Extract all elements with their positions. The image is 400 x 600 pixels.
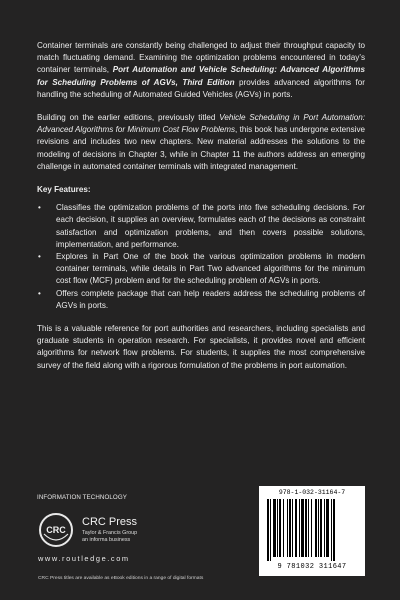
bullet-icon: •: [38, 288, 41, 298]
barcode-bar: [299, 499, 300, 557]
subject-category: INFORMATION TECHNOLOGY: [37, 494, 127, 501]
barcode-bar: [308, 499, 309, 557]
list-item: [37, 288, 365, 312]
press-group: Taylor & Francis Group: [82, 530, 138, 536]
barcode-bar: [305, 499, 307, 557]
back-cover-description: [37, 40, 365, 383]
logo-text: CRC: [46, 525, 66, 535]
book-title: Port Automation and Vehicle Scheduling: Advanced Algorithms for Scheduling Problems of AGVs, Third Edition: [37, 65, 365, 87]
ebook-footnote: CRC Press titles are available as eBook editions in a range of digital formats: [38, 576, 204, 581]
list-item: [37, 251, 365, 288]
feature-text: Classifies the optimization problems of the ports into five scheduling decisions. For each decision, it supplies an overview, formulates each of the decisions as constraint satisfaction and optimization problems, and then covers possible solutions, implementation, and performance.: [56, 203, 365, 249]
barcode-bar: [315, 499, 317, 557]
barcode-bar: [320, 499, 322, 557]
barcode-bar: [267, 499, 269, 561]
editions-text-end: , this book has undergone extensive revisions and includes two new chapters. New material addresses the solutions to the modeling of decisions in Chapter 3, while in Chapter 11 the authors address an emerging challenge in automated container terminals with integrated management.: [37, 125, 365, 171]
previous-title: Vehicle Scheduling in Port Automation: Advanced Algorithms for Minimum Cost Flow Problems: [37, 113, 365, 135]
barcode-digits: 9 781032 311647: [277, 563, 347, 571]
crc-logo-icon: [38, 512, 74, 548]
intro-text: Container terminals are constantly being challenged to adjust their throughput capacity to match fluctuating demand. Examining the optimization problems encountered in today’s container terminals,: [37, 41, 365, 75]
bullet-icon: •: [38, 203, 41, 213]
isbn-barcode: [259, 486, 365, 576]
feature-text: Explores in Part One of the book the various optimization problems in modern container terminals, while details in Part Two advanced algorithms for the minimum cost flow (MCF) problem and for the scheduling problem of AGVs in ports.: [56, 252, 365, 286]
barcode-bar: [273, 499, 276, 557]
isbn-number: 978-1-032-31164-7: [278, 489, 346, 496]
intro-text-end: provides advanced algorithms for handling the scheduling of Automated Guided Vehicles (AGVs) in ports.: [37, 77, 365, 99]
barcode-bar: [295, 499, 297, 557]
bullet-icon: •: [38, 252, 41, 262]
list-item: [37, 202, 365, 251]
key-features-heading: Key Features:: [37, 185, 91, 195]
editions-text: Building on the earlier editions, previously titled: [37, 113, 220, 123]
barcode-bar: [326, 499, 329, 557]
barcode-bar: [311, 499, 312, 557]
barcode-bar: [287, 499, 288, 557]
barcode-bar: [333, 499, 335, 561]
barcode-bar: [277, 499, 278, 557]
barcode-bar: [289, 499, 291, 557]
barcode-bar: [318, 499, 319, 557]
barcode-bar: [301, 499, 304, 557]
barcode-bar: [279, 499, 281, 557]
barcode-bar: [283, 499, 284, 557]
website-link[interactable]: www.routledge.com: [38, 554, 130, 563]
summary-paragraph: This is a valuable reference for port authorities and researchers, including specialists and graduate students in operation research. For specialists, it provides novel and efficient algorithms for network flow problems. For students, it supplies the most comprehensive survey of the field along with a rigorous formulation of the problems in port automation.: [37, 324, 365, 370]
intro-paragraph: [37, 40, 365, 101]
key-features-list: [37, 202, 365, 312]
press-name: CRC Press: [82, 516, 138, 528]
barcode-bar: [331, 499, 332, 561]
barcode-bars: [267, 499, 357, 561]
press-business: an informa business: [82, 537, 131, 543]
barcode-bar: [324, 499, 325, 557]
barcode-bar: [292, 499, 293, 557]
feature-text: Offers complete package that can help readers address the scheduling problems of AGVs in ports.: [56, 288, 365, 310]
barcode-bar: [270, 499, 271, 561]
editions-paragraph: [37, 112, 365, 173]
publisher-logo: [38, 512, 198, 552]
